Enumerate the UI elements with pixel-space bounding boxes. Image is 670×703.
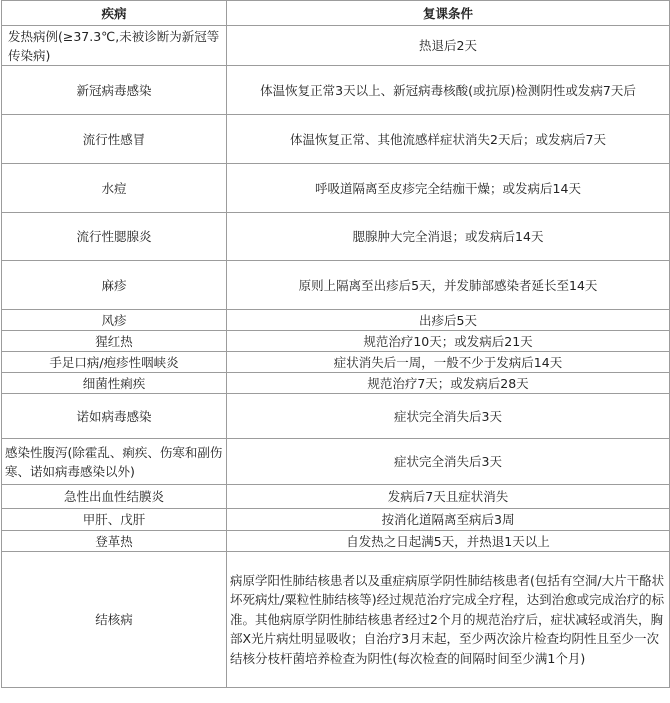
condition-cell: 按消化道隔离至病后3周	[227, 509, 670, 531]
condition-cell: 自发热之日起满5天，并热退1天以上	[227, 531, 670, 552]
condition-cell: 呼吸道隔离至皮疹完全结痂干燥；或发病后14天	[227, 164, 670, 213]
table-header-row	[2, 1, 670, 26]
condition-cell: 发病后7天且症状消失	[227, 485, 670, 509]
table-row	[2, 261, 670, 310]
condition-cell: 症状完全消失后3天	[227, 394, 670, 439]
disease-cell: 发热病例(≥37.3℃,未被诊断为新冠等传染病)	[2, 26, 227, 66]
condition-cell: 腮腺肿大完全消退；或发病后14天	[227, 213, 670, 261]
school-return-conditions-table	[1, 0, 670, 688]
disease-cell: 新冠病毒感染	[2, 66, 227, 115]
disease-cell: 风疹	[2, 310, 227, 331]
disease-cell: 麻疹	[2, 261, 227, 310]
condition-cell: 体温恢复正常3天以上、新冠病毒核酸(或抗原)检测阴性或发病7天后	[227, 66, 670, 115]
table-row	[2, 310, 670, 331]
condition-cell: 体温恢复正常、其他流感样症状消失2天后；或发病后7天	[227, 115, 670, 164]
condition-cell: 症状消失后一周，一般不少于发病后14天	[227, 352, 670, 373]
table-row	[2, 509, 670, 531]
header-disease: 疾病	[2, 1, 227, 26]
condition-cell: 症状完全消失后3天	[227, 439, 670, 485]
table-row	[2, 66, 670, 115]
header-condition: 复课条件	[227, 1, 670, 26]
disease-cell: 流行性感冒	[2, 115, 227, 164]
table-row	[2, 26, 670, 66]
table-row	[2, 352, 670, 373]
table-row	[2, 485, 670, 509]
disease-cell: 水痘	[2, 164, 227, 213]
table-row	[2, 373, 670, 394]
condition-cell: 病原学阳性肺结核患者以及重症病原学阴性肺结核患者(包括有空洞/大片干酪状坏死病灶/粟粒性肺结核等)经过规范治疗完成全疗程，达到治愈或完成治疗的标准。其他病原学阴性肺结核患者经过2个月的规范治疗后，症状减轻或消失，胸部X光片病灶明显吸收；自治疗3月末起，至少两次涂片检查均阴性且至少一次结核分枝杆菌培养检查为阴性(每次检查的间隔时间至少满1个月)	[227, 552, 670, 688]
disease-cell: 结核病	[2, 552, 227, 688]
condition-cell: 规范治疗7天；或发病后28天	[227, 373, 670, 394]
disease-cell: 流行性腮腺炎	[2, 213, 227, 261]
condition-cell: 原则上隔离至出疹后5天，并发肺部感染者延长至14天	[227, 261, 670, 310]
disease-cell: 手足口病/疱疹性咽峡炎	[2, 352, 227, 373]
table-row	[2, 394, 670, 439]
disease-cell: 急性出血性结膜炎	[2, 485, 227, 509]
condition-cell: 规范治疗10天；或发病后21天	[227, 331, 670, 352]
table-row	[2, 115, 670, 164]
disease-cell: 诺如病毒感染	[2, 394, 227, 439]
disease-cell: 感染性腹泻(除霍乱、痢疾、伤寒和副伤寒、诺如病毒感染以外)	[2, 439, 227, 485]
table-row	[2, 213, 670, 261]
table-row	[2, 331, 670, 352]
table-row	[2, 552, 670, 688]
disease-cell: 猩红热	[2, 331, 227, 352]
condition-cell: 出疹后5天	[227, 310, 670, 331]
table-row	[2, 164, 670, 213]
disease-cell: 细菌性痢疾	[2, 373, 227, 394]
table-row	[2, 439, 670, 485]
disease-cell: 登革热	[2, 531, 227, 552]
condition-cell: 热退后2天	[227, 26, 670, 66]
disease-cell: 甲肝、戊肝	[2, 509, 227, 531]
table-row	[2, 531, 670, 552]
